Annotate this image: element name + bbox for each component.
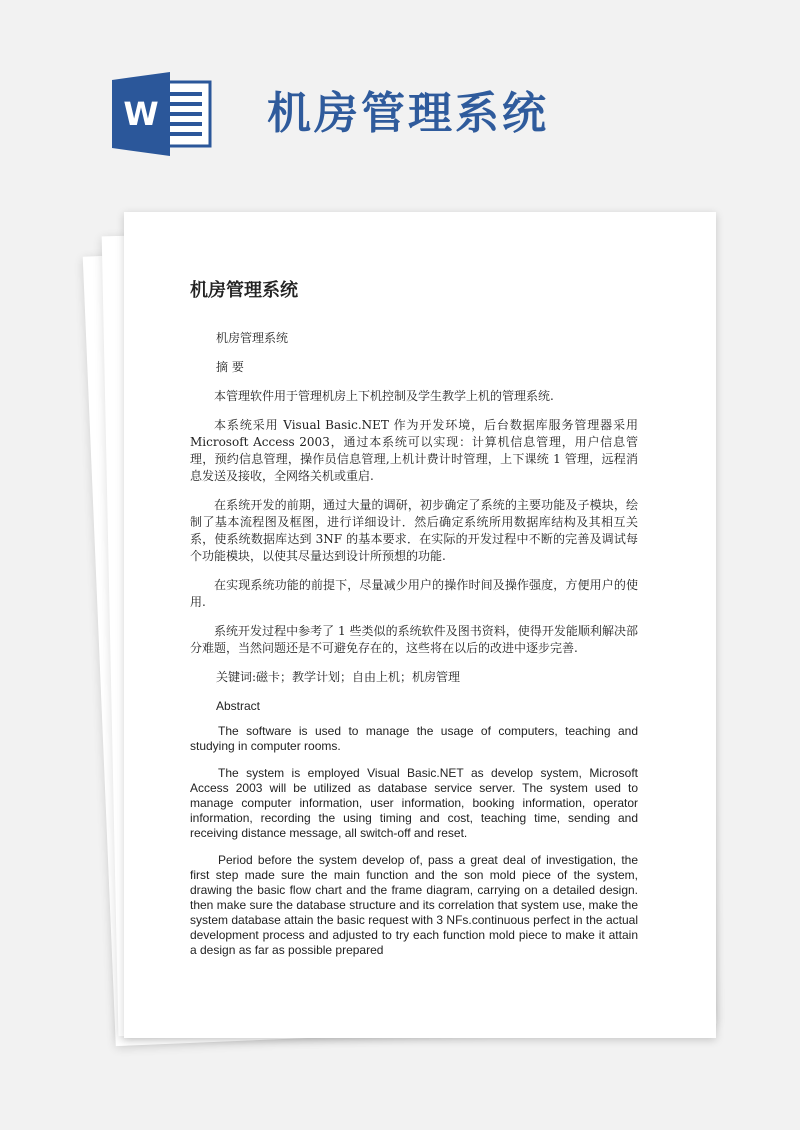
word-logo-icon xyxy=(112,72,212,156)
abstract-heading-en: Abstract xyxy=(216,699,261,713)
document-content xyxy=(190,278,638,970)
paragraph-cn: 本系统采用 Visual Basic.NET 作为开发环境，后台数据库服务管理器采用 Microsoft Access 2003，通过本系统可以实现：计算机信息管理，用户信息管理，预约信息管理，操作员信息管理,上机计费计时管理，上下课统 1 管理，远程消息发送及接收，全网络关机或重启. xyxy=(190,418,638,483)
paragraph-en: The system is employed Visual Basic.NET as develop system, Microsoft Access 2003 will be utilized as database service server. The system used to manage computer information, user information, booking information, operator information, recording the using timing and cost, teaching time, sending and receiving distance message, all switch-off and reset. xyxy=(190,766,638,840)
paragraph-cn: 系统开发过程中参考了 1 些类似的系统软件及图书资料，使得开发能顺利解决部分难题，当然问题还是不可避免存在的，这些将在以后的改进中逐步完善. xyxy=(190,624,638,655)
paragraph-cn: 在实现系统功能的前提下，尽量减少用户的操作时间及操作强度，方便用户的使用. xyxy=(190,578,638,609)
document-subtitle: 机房管理系统 xyxy=(216,331,289,345)
paragraph-cn: 本管理软件用于管理机房上下机控制及学生教学上机的管理系统. xyxy=(214,389,554,403)
document-page xyxy=(124,212,716,1038)
paragraph-en: The software is used to manage the usage of computers, teaching and studying in computer rooms. xyxy=(190,724,638,753)
paragraph-en: Period before the system develop of, pass a great deal of investigation, the first step made sure the main function and the son mold piece of the system, drawing the basic flow chart and the frame diagram, carrying on a detailed design. then make sure the database structure and its correlation that system use, make the system database attain the basic request with 3 NFs.continuous perfect in the actual development process and adjusted to try each function mold piece to make it attain a design as far as possible prepared xyxy=(190,853,638,957)
keywords-line: 关键词:磁卡；教学计划；自由上机；机房管理 xyxy=(216,670,461,684)
abstract-heading-cn: 摘 要 xyxy=(216,360,244,374)
paragraph-cn: 在系统开发的前期，通过大量的调研，初步确定了系统的主要功能及子模块，绘制了基本流程图及框图，进行详细设计．然后确定系统所用数据库结构及其相互关系，使系统数据库达到 3NF 的基本要求．在实际的开发过程中不断的完善及调试每个功能模块，以使其尽量达到设计所预想的功能. xyxy=(190,498,638,563)
word-logo-letter: W xyxy=(123,95,159,133)
banner-title: 机房管理系统 xyxy=(267,88,549,139)
document-title: 机房管理系统 xyxy=(190,280,298,301)
